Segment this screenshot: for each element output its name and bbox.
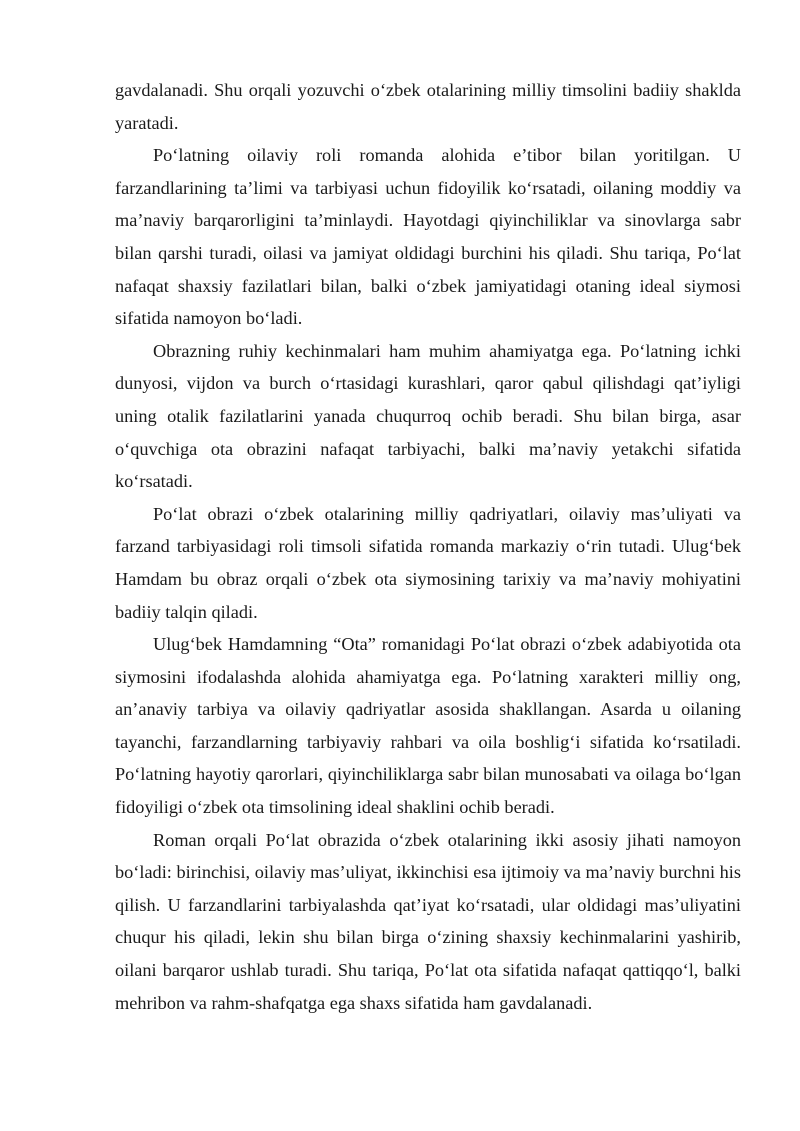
paragraph-national-values: Po‘lat obrazi o‘zbek otalarining milliy qadriyatlari, oilaviy mas’uliyati va farzand tarbiyasidagi roli timsoli sifatida romanda markaziy o‘rin tutadi. Ulug‘bek Hamdam bu obraz orqali o‘zbek ota siymosining tarixiy va ma’naviy mohiyatini badiiy talqin qiladi. bbox=[115, 503, 741, 622]
document-body bbox=[115, 74, 741, 1019]
paragraph-family-role: Po‘latning oilaviy roli romanda alohida e’tibor bilan yoritilgan. U farzandlarining ta’limi va tarbiyasi uchun fidoyilik ko‘rsatadi, oilaning moddiy va ma’naviy barqarorligini ta’minlaydi. Hayotdagi qiyinchiliklar va sinovlarga sabr bilan qarshi turadi, oilasi va jamiyat oldidagi burchini his qiladi. Shu tariqa, Po‘lat nafaqat shaxsiy fazilatlari bilan, balki o‘zbek jamiyatidagi otaning ideal siymosi sifatida namoyon bo‘ladi. bbox=[115, 145, 741, 329]
paragraph-conclusion: Roman orqali Po‘lat obrazida o‘zbek otalarining ikki asosiy jihati namoyon bo‘ladi: birinchisi, oilaviy mas’uliyat, ikkinchisi esa ijtimoiy va ma’naviy burchni his qilish. U farzandlarini tarbiyalashda qat’iyat ko‘rsatadi, ular oldidagi mas’uliyatini chuqur his qiladi, lekin shu bilan birga o‘zining shaxsiy kechinmalarini yashirib, oilani barqaror ushlab turadi. Shu tariqa, Po‘lat ota sifatida nafaqat qattiqqo‘l, balki mehribon va rahm-shafqatga ega shaxs sifatida ham gavdalanadi. bbox=[115, 829, 741, 1013]
paragraph-continued: gavdalanadi. Shu orqali yozuvchi o‘zbek otalarining milliy timsolini badiiy shaklda yaratadi. bbox=[115, 80, 741, 133]
paragraph-inner-world: Obrazning ruhiy kechinmalari ham muhim ahamiyatga ega. Po‘latning ichki dunyosi, vijdon va burch o‘rtasidagi kurashlari, qaror qabul qilishdagi qat’iyligi uning otalik fazilatlarini yanada chuqurroq ochib beradi. Shu bilan birga, asar o‘quvchiga ota obrazini nafaqat tarbiyachi, balki ma’naviy yetakchi sifatida ko‘rsatadi. bbox=[115, 340, 741, 492]
paragraph-ota-novel: Ulug‘bek Hamdamning “Ota” romanidagi Po‘lat obrazi o‘zbek adabiyotida ota siymosini ifodalashda alohida ahamiyatga ega. Po‘latning xarakteri milliy ong, an’anaviy tarbiya va oilaviy qadriyatlar asosida shakllangan. Asarda u oilaning tayanchi, farzandlarning tarbiyaviy rahbari va oila boshlig‘i sifatida ko‘rsatiladi. Po‘latning hayotiy qarorlari, qiyinchiliklarga sabr bilan munosabati va oilaga bo‘lgan fidoyiligi o‘zbek ota timsolining ideal shaklini ochib beradi. bbox=[115, 634, 741, 818]
